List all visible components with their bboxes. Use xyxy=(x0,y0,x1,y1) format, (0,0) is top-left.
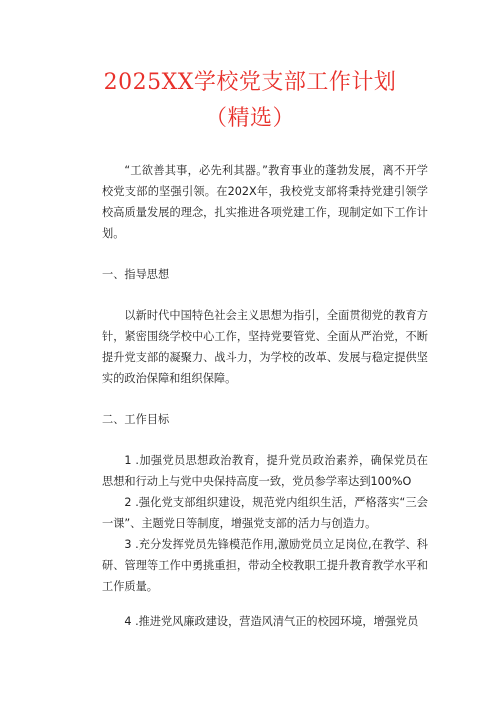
goal-item-4: 4 .推进党风廉政建设，营造风清气正的校园环境，增强党员 xyxy=(124,615,419,628)
section-heading-work-goals: 二、工作目标 xyxy=(102,413,170,426)
guiding-ideology-paragraph: 以新时代中国特色社会主义思想为指引，全面贯彻党的教育方针，紧密围绕学校中心工作，坚持党要管党、全面从严治党，不断提升党支部的凝聚力、战斗力，为学校的改革、发展与稳定提供坚实的政治保障和组织保障。 xyxy=(102,309,428,385)
goal-item-2: 2 .强化党支部组织建设，规范党内组织生活，严格落实“三会一课”、主题党日等制度，增强党支部的活力与创造力。 xyxy=(102,496,428,530)
goal-item-1: 1 .加强党员思想政治教育，提升党员政治素养，确保党员在思想和行动上与党中央保持高度一致，党员参学率达到100%O xyxy=(102,454,428,488)
document-body xyxy=(102,160,428,632)
goal-item-3: 3 .充分发挥党员先锋模范作用,激励党员立足岗位,在教学、科研、管理等工作中勇挑重担，带动全校教职工提升教育教学水平和工作质量。 xyxy=(102,538,428,593)
section-heading-guiding-ideology: 一、指导思想 xyxy=(102,268,170,281)
document-title: 2025XX学校党支部工作计划 xyxy=(103,70,397,95)
document-subtitle: （精选） xyxy=(204,106,295,131)
intro-paragraph: “工欲善其事，必先利其器。”教育事业的蓬勃发展，离不开学校党支部的坚强引领。在202X年，我校党支部将秉持党建引领学校高质量发展的理念，扎实推进各项党建工作，现制定如下工作计划。 xyxy=(102,164,428,240)
